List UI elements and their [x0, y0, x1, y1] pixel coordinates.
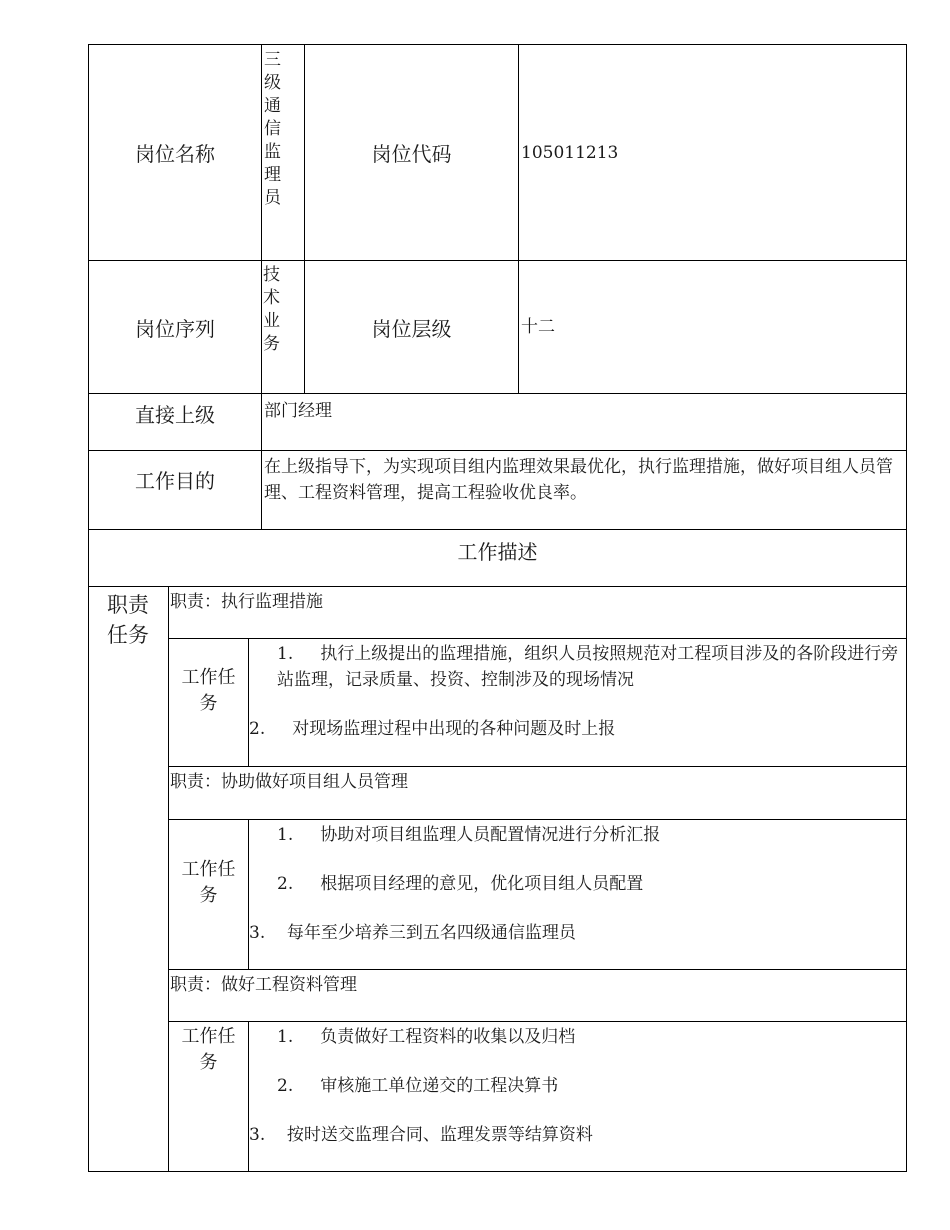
work-purpose-value	[261, 450, 907, 530]
position-code-label	[304, 44, 519, 261]
position-level-label	[304, 260, 519, 394]
task-2-3	[249, 920, 576, 946]
duty-1-text: 职责：执行监理措施	[170, 592, 323, 612]
task-2-3-text: 每年至少培养三到五名四级通信监理员	[286, 923, 576, 943]
task-2-1	[277, 822, 660, 848]
position-code-label-text: 岗位代码	[371, 142, 452, 166]
task-1-1	[277, 641, 902, 693]
duty-3	[168, 969, 907, 1022]
duty-column-label-text: 职责任务	[107, 593, 149, 647]
task-2-2	[277, 871, 643, 897]
task-2-1-num: 1.	[277, 825, 294, 845]
task-list-2	[248, 819, 907, 970]
position-name-value	[261, 44, 305, 261]
position-name-label	[88, 44, 262, 261]
task-3-2-num: 2.	[277, 1076, 294, 1096]
position-code-value-text: 105011213	[521, 142, 619, 163]
duty-column-label	[88, 586, 169, 1172]
task-1-2-num: 2.	[249, 719, 266, 739]
task-2-3-num: 3.	[249, 923, 266, 943]
direct-superior-value	[261, 393, 907, 451]
direct-superior-label	[88, 393, 262, 451]
task-1-1-num: 1.	[277, 644, 294, 664]
task-list-1	[248, 638, 907, 767]
task-2-2-text: 根据项目经理的意见，优化项目组人员配置	[320, 874, 644, 894]
position-level-value	[518, 260, 907, 394]
position-sequence-label	[88, 260, 262, 394]
duty-1	[168, 586, 907, 639]
position-sequence-value	[261, 260, 305, 394]
task-label-1	[168, 638, 249, 767]
position-level-label-text: 岗位层级	[371, 316, 452, 341]
work-purpose-label	[88, 450, 262, 530]
section-title-text: 工作描述	[457, 540, 538, 564]
task-list-3	[248, 1021, 907, 1172]
duty-3-text: 职责：做好工程资料管理	[170, 975, 357, 995]
task-3-2-text: 审核施工单位递交的工程决算书	[320, 1076, 559, 1096]
direct-superior-label-text: 直接上级	[135, 403, 215, 427]
task-2-2-num: 2.	[277, 874, 294, 894]
task-1-1-text: 执行上级提出的监理措施，组织人员按照规范对工程项目涉及的各阶段进行旁站监理，记录质量、投资、控制涉及的现场情况	[277, 644, 899, 690]
position-sequence-label-text: 岗位序列	[135, 316, 215, 341]
position-sequence-value-text: 技术业务	[263, 265, 280, 354]
section-title	[88, 529, 907, 587]
task-label-2	[168, 819, 249, 970]
task-1-2-text: 对现场监理过程中出现的各种问题及时上报	[292, 719, 616, 739]
position-code-value	[518, 44, 907, 261]
duty-2	[168, 766, 907, 820]
task-3-3-text: 按时送交监理合同、监理发票等结算资料	[286, 1125, 593, 1145]
task-label-3-text: 工作任务	[181, 1026, 236, 1073]
work-purpose-label-text: 工作目的	[135, 469, 215, 493]
work-purpose-value-text: 在上级指导下，为实现项目组内监理效果最优化，执行监理措施，做好项目组人员管理、工程资料管理，提高工程验收优良率。	[264, 457, 893, 503]
task-3-1-text: 负责做好工程资料的收集以及归档	[320, 1027, 576, 1047]
task-2-1-text: 协助对项目组监理人员配置情况进行分析汇报	[320, 825, 661, 845]
position-name-label-text: 岗位名称	[135, 142, 215, 166]
task-3-3-num: 3.	[249, 1125, 266, 1145]
position-level-value-text: 十二	[521, 317, 555, 337]
task-1-2	[249, 716, 615, 742]
task-label-3	[168, 1021, 249, 1172]
task-3-1-num: 1.	[277, 1027, 294, 1047]
position-name-value-text: 三级通信监理员	[264, 50, 281, 208]
direct-superior-value-text: 部门经理	[264, 401, 332, 421]
task-3-1	[277, 1024, 575, 1050]
task-3-3	[249, 1122, 593, 1148]
task-label-2-text: 工作任务	[181, 859, 236, 906]
task-3-2	[277, 1073, 558, 1099]
duty-2-text: 职责：协助做好项目组人员管理	[170, 772, 408, 792]
task-label-1-text: 工作任务	[181, 667, 236, 714]
